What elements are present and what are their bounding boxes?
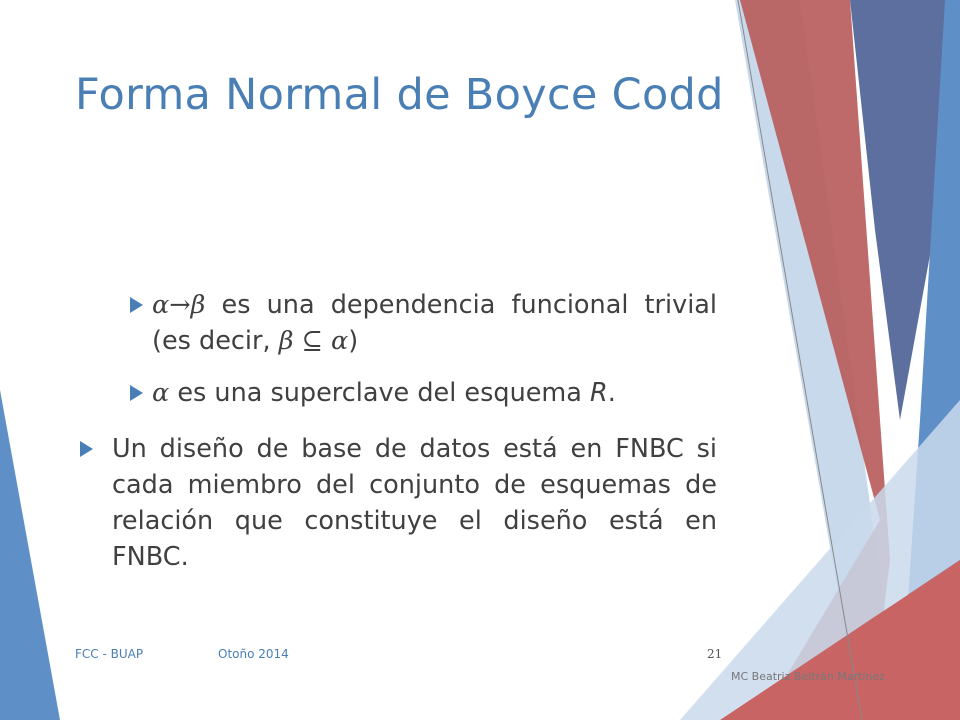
math-alpha: α — [152, 378, 170, 408]
schema-r: R — [590, 378, 608, 408]
left-blue-triangle — [0, 390, 60, 720]
bullet-arrow-icon — [130, 385, 143, 401]
bullet-arrow-icon — [130, 297, 143, 313]
math-beta-subset-alpha: β ⊆ α — [278, 326, 349, 356]
footer-center: Otoño 2014 — [218, 647, 289, 661]
bullet-dependencia-trivial — [152, 287, 717, 359]
footer-author: MC Beatriz Beltrán Martínez — [731, 670, 885, 683]
bullet-fnbc-definition — [112, 431, 717, 575]
bullet-text: es una dependencia funcional trivial (es decir, — [152, 290, 718, 356]
slide-title: Forma Normal de Boyce Codd — [75, 70, 724, 120]
bullet-text: Un diseño de base de datos está en FNBC si cada miembro del conjunto de esquemas de relación que constituye el diseño está en FNBC. — [112, 434, 717, 572]
bullet-suffix: ) — [348, 326, 359, 356]
bullet-arrow-icon — [80, 441, 93, 457]
bullet-superclave — [152, 375, 717, 411]
bullet-text: es una superclave del esquema — [177, 378, 582, 408]
bullet-suffix: . — [607, 378, 616, 408]
math-alpha-arrow-beta: α→β — [152, 290, 206, 320]
footer-left: FCC - BUAP — [75, 647, 144, 661]
page-number: 21 — [707, 647, 723, 661]
